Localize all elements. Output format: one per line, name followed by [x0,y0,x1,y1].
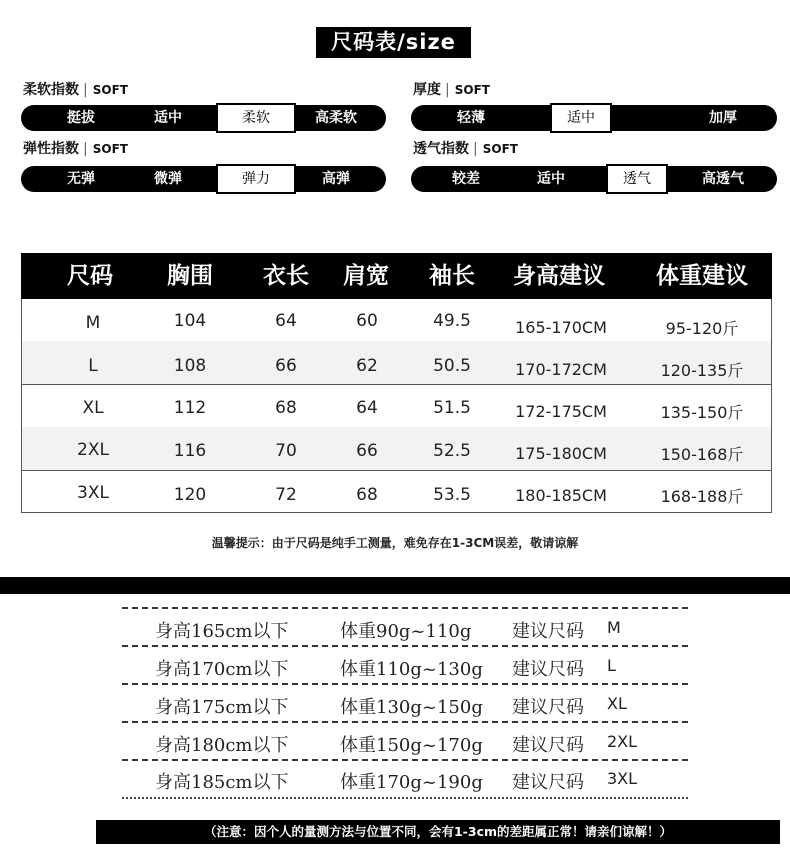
header-weight: 体重建议 [656,263,748,289]
cell-sleeve: 50.5 [433,356,471,376]
dashed-divider [122,607,688,609]
elasticity-option-slight: 微弹 [154,171,182,187]
dashed-divider [122,645,688,647]
cell-length: 68 [275,398,297,418]
header-height: 身高建议 [513,263,605,289]
elasticity-label [23,138,128,158]
rec-weight: 体重170g~190g [340,772,483,793]
cell-length: 66 [275,356,297,376]
rec-size: XL [607,694,627,713]
dashed-divider [122,797,688,799]
cell-shoulder: 66 [356,441,378,461]
dashed-divider [122,759,688,761]
cell-size: M [85,313,101,333]
cell-shoulder: 64 [356,398,378,418]
breathability-option-medium: 适中 [537,171,565,187]
cell-shoulder: 60 [356,311,378,331]
softness-option-medium: 适中 [154,110,182,126]
soft-tag: SOFT [454,83,490,97]
rec-height: 身高185cm以下 [155,772,289,793]
breathability-option-breathable-selected: 透气 [606,164,668,194]
cell-weight: 168-188斤 [660,487,744,506]
rec-height: 身高175cm以下 [155,697,289,718]
rec-height: 身高170cm以下 [155,659,289,680]
softness-option-extra-soft: 高柔软 [315,110,357,126]
rec-size: L [607,656,616,675]
rec-advice: 建议尺码 [512,697,584,718]
header-length: 衣长 [263,263,309,289]
elasticity-scale [21,166,386,192]
cell-length: 70 [275,441,297,461]
elasticity-title: 弹性指数 [23,141,79,157]
cell-sleeve: 51.5 [433,398,471,418]
breathability-option-high: 高透气 [702,171,744,187]
divider-band [0,577,790,594]
softness-title: 柔软指数 [23,82,79,98]
cell-height: 172-175CM [515,402,607,421]
cell-sleeve: 49.5 [433,311,471,331]
cell-height: 180-185CM [515,486,607,505]
cell-chest: 112 [173,398,207,418]
header-shoulder: 肩宽 [343,263,389,289]
cell-size: L [88,356,98,376]
cell-chest: 108 [173,356,207,376]
page-title: 尺码表/size [316,27,471,58]
thickness-option-thick: 加厚 [709,110,737,126]
thickness-option-thin: 轻薄 [457,110,485,126]
cell-size: XL [82,398,104,418]
rec-height: 身高180cm以下 [155,735,289,756]
cell-weight: 150-168斤 [660,445,744,464]
header-chest: 胸围 [167,263,213,289]
breathability-scale [411,166,777,192]
rec-advice: 建议尺码 [512,772,584,793]
cell-height: 165-170CM [515,318,607,337]
measurement-tip: 温馨提示：由于尺码是纯手工测量，难免存在1-3CM误差，敬请谅解 [211,536,579,550]
separator: | [83,82,88,98]
rec-weight: 体重150g~170g [340,735,483,756]
rec-weight: 体重110g~130g [340,659,483,680]
softness-scale [21,105,386,131]
softness-label [23,79,128,99]
cell-shoulder: 62 [356,356,378,376]
thickness-scale [411,105,777,131]
rec-size: M [607,618,621,637]
cell-size: 3XL [77,483,109,503]
cell-height: 170-172CM [515,360,607,379]
cell-length: 64 [275,311,297,331]
breathability-option-poor: 较差 [452,171,480,187]
softness-option-stiff: 挺拔 [67,110,95,126]
elasticity-option-stretch-selected: 弹力 [216,164,296,194]
cell-chest: 104 [173,311,207,331]
thickness-option-medium-selected: 适中 [550,103,612,133]
breathability-title: 透气指数 [413,141,469,157]
cell-shoulder: 68 [356,485,378,505]
cell-sleeve: 53.5 [433,485,471,505]
separator: | [445,82,450,98]
soft-tag: SOFT [482,142,518,156]
rec-size: 2XL [607,732,638,751]
soft-tag: SOFT [92,142,128,156]
separator: | [83,141,88,157]
softness-option-soft-selected: 柔软 [216,103,296,133]
header-sleeve: 袖长 [429,263,475,289]
dashed-divider [122,721,688,723]
separator: | [473,141,478,157]
thickness-title: 厚度 [413,82,441,98]
soft-tag: SOFT [92,83,128,97]
rec-advice: 建议尺码 [512,659,584,680]
cell-weight: 95-120斤 [665,319,739,338]
rec-height: 身高165cm以下 [155,621,289,642]
cell-sleeve: 52.5 [433,441,471,461]
cell-weight: 120-135斤 [660,361,744,380]
rec-weight: 体重130g~150g [340,697,483,718]
rec-size: 3XL [607,769,638,788]
cell-length: 72 [275,485,297,505]
rec-advice: 建议尺码 [512,621,584,642]
breathability-label [413,138,518,158]
dashed-divider [122,683,688,685]
rec-advice: 建议尺码 [512,735,584,756]
cell-chest: 116 [173,441,207,461]
header-size: 尺码 [67,263,113,289]
elasticity-option-high: 高弹 [322,171,350,187]
rec-weight: 体重90g~110g [340,621,472,642]
cell-weight: 135-150斤 [660,403,744,422]
thickness-label [413,79,490,99]
cell-chest: 120 [173,485,207,505]
cell-size: 2XL [77,440,109,460]
elasticity-option-none: 无弹 [67,171,95,187]
cell-height: 175-180CM [515,444,607,463]
footer-note: （注意：因个人的量测方法与位置不同，会有1-3cm的差距属正常！请亲们谅解！） [96,820,780,844]
